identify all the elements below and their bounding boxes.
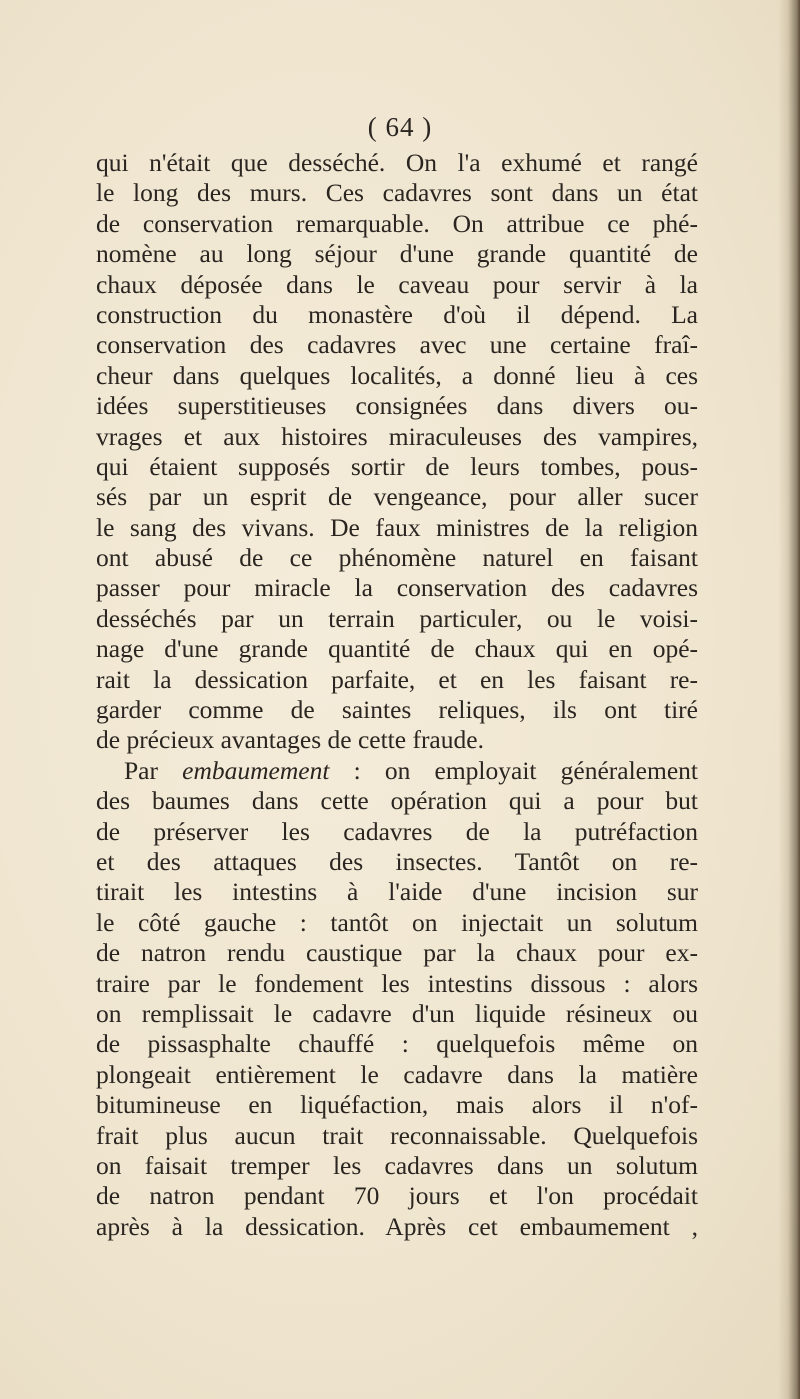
- text-line: de préserver les cadavres de la putréfaction: [96, 816, 698, 846]
- page-number: ( 64 ): [367, 112, 433, 142]
- text-line: vrages et aux histoires miraculeuses des vampires,: [96, 421, 698, 451]
- text-line: de natron rendu caustique par la chaux pour ex-: [96, 938, 698, 968]
- text-line: conservation des cadavres avec une certaine fraî-: [96, 330, 698, 360]
- text-line: le long des murs. Ces cadavres sont dans un état: [96, 178, 698, 208]
- text-line: rait la dessication parfaite, et en les faisant re-: [96, 664, 698, 694]
- text-line: idées superstitieuses consignées dans divers ou-: [96, 391, 698, 421]
- text-line: frait plus aucun trait reconnaissable. Quelquefois: [96, 1120, 698, 1150]
- text-line: chaux déposée dans le caveau pour servir à la: [96, 269, 698, 299]
- body-text: [96, 148, 698, 1242]
- text-line: de conservation remarquable. On attribue ce phé-: [96, 208, 698, 238]
- text-line: passer pour miracle la conservation des cadavres: [96, 573, 698, 603]
- text-line: on remplissait le cadavre d'un liquide résineux ou: [96, 998, 698, 1028]
- paragraph-2-first-line: [96, 756, 698, 786]
- text-line: ont abusé de ce phénomène naturel en faisant: [96, 543, 698, 573]
- text-line: cheur dans quelques localités, a donné lieu à ces: [96, 360, 698, 390]
- text-line: des baumes dans cette opération qui a pour but: [96, 786, 698, 816]
- text-line: bitumineuse en liquéfaction, mais alors il n'of-: [96, 1090, 698, 1120]
- text-line: nomène au long séjour d'une grande quantité de: [96, 239, 698, 269]
- text-line: nage d'une grande quantité de chaux qui en opé-: [96, 634, 698, 664]
- text-line: le sang des vivans. De faux ministres de la religion: [96, 512, 698, 542]
- text-line: de natron pendant 70 jours et l'on procédait: [96, 1181, 698, 1211]
- text-line: sés par un esprit de vengeance, pour aller sucer: [96, 482, 698, 512]
- text-line: desséchés par un terrain particuler, ou le voisi-: [96, 603, 698, 633]
- first-line-rest: : on employait généralement: [329, 755, 698, 785]
- text-line: de précieux avantages de cette fraude.: [96, 725, 484, 755]
- text-line: qui étaient supposés sortir de leurs tombes, pous-: [96, 451, 698, 481]
- text-line: tirait les intestins à l'aide d'une incision sur: [96, 877, 698, 907]
- text-line: et des attaques des insectes. Tantôt on re-: [96, 846, 698, 876]
- text-line: on faisait tremper les cadavres dans un solutum: [96, 1150, 698, 1180]
- text-line: après à la dessication. Après cet embaumement ,: [96, 1211, 698, 1241]
- text-line: qui n'était que desséché. On l'a exhumé et rangé: [96, 148, 698, 177]
- text-line: traire par le fondement les intestins dissous : alors: [96, 968, 698, 998]
- text-line: de pissasphalte chauffé : quelquefois même on: [96, 1029, 698, 1059]
- lead-word: Par: [124, 755, 183, 785]
- italic-term: embaumement: [182, 755, 330, 785]
- text-line: plongeait entièrement le cadavre dans la matière: [96, 1059, 698, 1089]
- text-line: le côté gauche : tantôt on injectait un solutum: [96, 907, 698, 937]
- text-line: construction du monastère d'où il dépend. La: [96, 299, 698, 329]
- page-edge-shadow: [778, 0, 800, 1399]
- text-line: garder comme de saintes reliques, ils ont tiré: [96, 695, 698, 725]
